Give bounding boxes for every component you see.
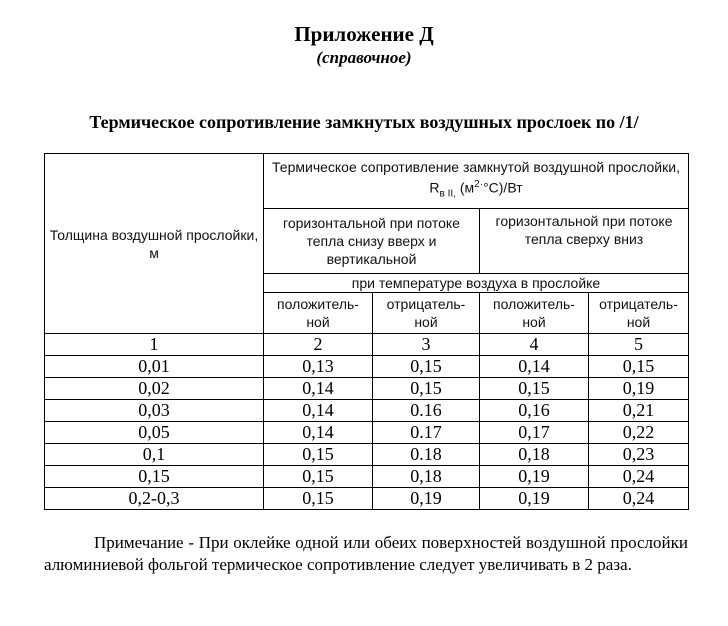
table-cell: 0,14: [264, 422, 373, 444]
column-number: 2: [264, 334, 373, 356]
table-cell: 0.17: [373, 422, 480, 444]
table-cell: 0,15: [264, 466, 373, 488]
note-text: Примечание - При оклейке одной или обеих поверхностей воздушной прослойки алюминиевой фольгой термическое сопротивление следует увеличивать в 2 раза.: [44, 533, 688, 574]
table-cell: 0,15: [45, 466, 264, 488]
column-number: 3: [373, 334, 480, 356]
table-row: [45, 488, 689, 510]
table-cell: 0,17: [480, 422, 589, 444]
table-cell: 0,14: [480, 356, 589, 378]
table-cell: 0,24: [589, 466, 689, 488]
header-negative-2: отрицатель-ной: [589, 293, 689, 334]
table-cell: 0.16: [373, 400, 480, 422]
table-cell: 0,19: [373, 488, 480, 510]
header-positive-1: положитель-ной: [264, 293, 373, 334]
note-paragraph: [44, 532, 688, 576]
table-cell: 0,16: [480, 400, 589, 422]
table-row: [45, 356, 689, 378]
column-number: 5: [589, 334, 689, 356]
table-cell: 0,19: [589, 378, 689, 400]
appendix-title: Приложение Д: [294, 22, 434, 46]
table-cell: 0,21: [589, 400, 689, 422]
header-subscript: в II,: [439, 188, 456, 200]
table-cell: 0,02: [45, 378, 264, 400]
header-thermal-resistance-text: Термическое сопротивление замкнутой воздушной прослойки, R: [272, 159, 680, 196]
thermal-resistance-table: [44, 153, 689, 510]
table-row: [45, 378, 689, 400]
table-cell: 0,13: [264, 356, 373, 378]
header-superscript: 2·: [474, 179, 484, 191]
table-title: Термическое сопротивление замкнутых воздушных прослоек по /1/: [89, 112, 639, 132]
appendix-subtitle: (справочное): [316, 48, 412, 67]
table-cell: 0,14: [264, 378, 373, 400]
column-number-row: [45, 334, 689, 356]
table-cell: 0,1: [45, 444, 264, 466]
table-cell: 0,18: [480, 444, 589, 466]
header-unit-close: °С)/Вт: [483, 179, 523, 196]
table-cell: 0,19: [480, 488, 589, 510]
header-thermal-resistance: [264, 154, 689, 209]
column-number: 4: [480, 334, 589, 356]
table-cell: 0.18: [373, 444, 480, 466]
table-cell: 0,15: [480, 378, 589, 400]
table-row: [45, 444, 689, 466]
table-cell: 0,15: [373, 356, 480, 378]
table-cell: 0,03: [45, 400, 264, 422]
table-cell: 0,24: [589, 488, 689, 510]
header-horizontal-up: горизонтальной при потоке тепла снизу вверх и вертикальной: [264, 209, 480, 274]
table-cell: 0,15: [264, 488, 373, 510]
table-cell: 0,01: [45, 356, 264, 378]
table-cell: 0,2-0,3: [45, 488, 264, 510]
header-air-temperature: при температуре воздуха в прослойке: [264, 274, 689, 293]
header-unit-open: (м: [459, 179, 475, 196]
column-number: 1: [45, 334, 264, 356]
table-cell: 0,14: [264, 400, 373, 422]
header-negative-1: отрицатель-ной: [373, 293, 480, 334]
table-row: [45, 422, 689, 444]
table-cell: 0,15: [373, 378, 480, 400]
table-cell: 0,15: [264, 444, 373, 466]
header-positive-2: положитель-ной: [480, 293, 589, 334]
table-cell: 0,23: [589, 444, 689, 466]
table-cell: 0,18: [373, 466, 480, 488]
header-horizontal-down: горизонтальной при потоке тепла сверху вниз: [480, 209, 689, 274]
header-thickness: Толщина воздушной прослойки, м: [45, 154, 264, 334]
table-cell: 0,05: [45, 422, 264, 444]
table-row: [45, 466, 689, 488]
table-cell: 0,19: [480, 466, 589, 488]
table-cell: 0,15: [589, 356, 689, 378]
table-cell: 0,22: [589, 422, 689, 444]
table-row: [45, 400, 689, 422]
